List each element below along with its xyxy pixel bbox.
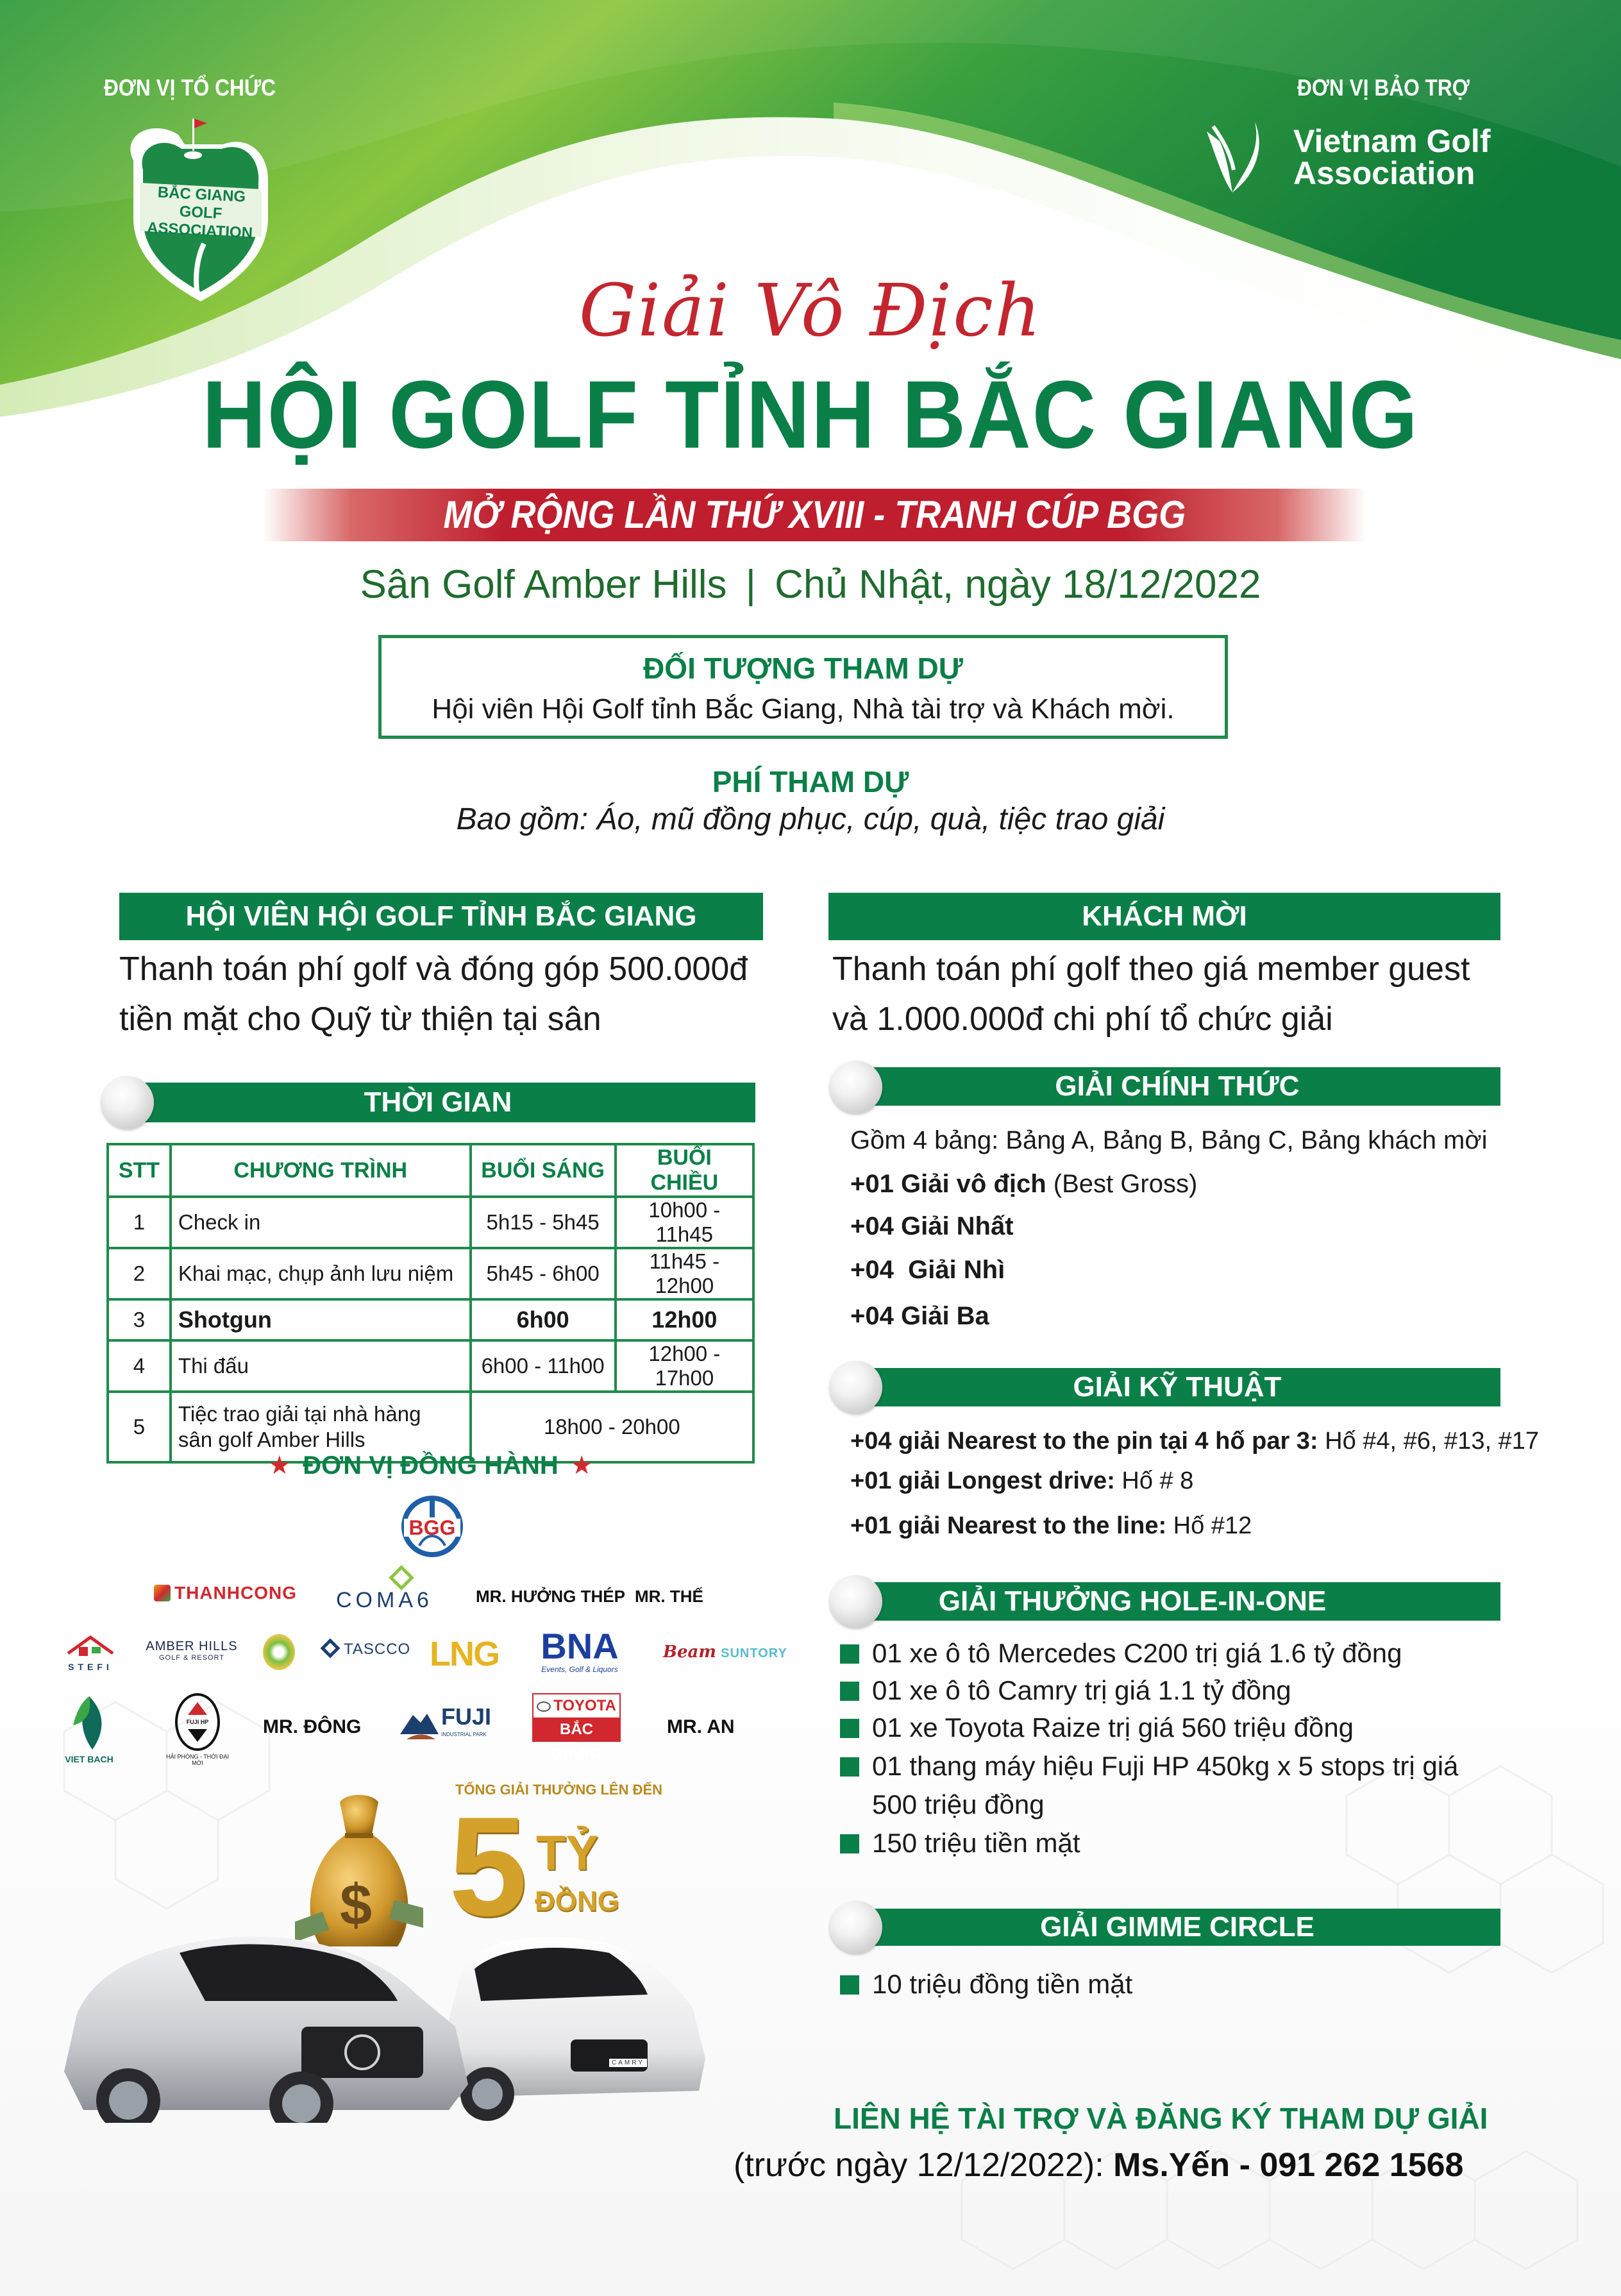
sponsor-stefi: STEFI (62, 1634, 119, 1672)
hole-in-one-heading: GIẢI THƯỞNG HOLE-IN-ONE (938, 1585, 1327, 1617)
bullet-square-icon (840, 1757, 859, 1777)
promo-amount: 5 (449, 1787, 528, 1945)
sponsor-coma6: COMA6 (336, 1571, 433, 1613)
organizer-logo-text: BẮC GIANG GOLF ASSOCIATION (146, 183, 253, 242)
participants-box (378, 635, 1228, 739)
bullet-square-icon (840, 1644, 859, 1664)
col-morning: BUỔI SÁNG (471, 1144, 616, 1197)
sponsor-mr-dong: MR. ĐÔNG (263, 1716, 362, 1737)
cell-morning: 5h45 - 6h00 (471, 1248, 616, 1299)
golf-ball-icon (830, 1575, 882, 1628)
guests-heading: KHÁCH MỜI (1082, 900, 1247, 932)
cell-program: Khai mạc, chụp ảnh lưu niệm (171, 1248, 471, 1299)
technical-prizes-heading: GIẢI KỸ THUẬT (1073, 1371, 1282, 1403)
schedule-heading: THỜI GIAN (364, 1086, 512, 1118)
stefi-roof-icon (65, 1634, 116, 1659)
sponsor-bna: BNA Events, Golf & Liquors (541, 1626, 619, 1674)
venue-date (0, 562, 1621, 607)
technical-prizes-bar (854, 1368, 1500, 1406)
cell-afternoon: 10h00 - 11h45 (616, 1197, 753, 1248)
technical-prize-item: +01 giải Longest drive: Hố # 8 (850, 1467, 1194, 1494)
hole-in-one-item: 01 xe ô tô Mercedes C200 trị giá 1.6 tỷ đồng (840, 1638, 1402, 1669)
hole-in-one-bar (854, 1582, 1500, 1621)
hole-in-one-item-cont: 500 triệu đồng (872, 1789, 1045, 1819)
coma6-logo-icon (389, 1565, 414, 1591)
bullet-square-icon (840, 1682, 859, 1701)
cell-stt: 1 (108, 1197, 171, 1248)
fuji-mountain-icon (400, 1709, 439, 1741)
fee-heading: PHÍ THAM DỰ (712, 765, 909, 798)
sponsor-mr-the: MR. THẾ (635, 1587, 703, 1606)
cell-afternoon: 12h00 - 17h00 (616, 1340, 753, 1392)
bullet-square-icon (840, 1975, 859, 1995)
cell-program: Check in (171, 1197, 471, 1248)
date-text: Chủ Nhật, ngày 18/12/2022 (775, 562, 1261, 607)
sponsor-fuji-industrial: FUJI INDUSTRIAL PARK (400, 1700, 490, 1751)
cell-afternoon: 11h45 - 12h00 (616, 1248, 753, 1299)
cell-program: Shotgun (171, 1299, 471, 1340)
table-row (108, 1340, 753, 1392)
members-bar (119, 893, 763, 940)
col-program: CHƯƠNG TRÌNH (171, 1144, 471, 1197)
sponsor-beam-suntory: Beam SUNTORY (663, 1642, 787, 1662)
cell-program: Thi đấu (171, 1340, 471, 1392)
official-prize-item: +01 Giải vô địch (Best Gross) (850, 1170, 1198, 1198)
edition-banner-text: MỞ RỘNG LẦN THỨ XVIII - TRANH CÚP BGG (443, 493, 1186, 536)
hole-in-one-item: 150 triệu tiền mặt (840, 1828, 1080, 1859)
venue-text: Sân Golf Amber Hills (360, 562, 727, 607)
car-illustration-icon (58, 1918, 737, 2123)
vga-text: Vietnam Golf Association (1293, 123, 1491, 191)
members-fee (119, 944, 786, 1044)
fuji-hp-logo-icon: FUJI HP (175, 1693, 220, 1751)
bgg-logo-text: BGG (408, 1516, 456, 1539)
contact-line (734, 2146, 1463, 2184)
contact-heading: LIÊN HỆ TÀI TRỢ VÀ ĐĂNG KÝ THAM DỰ GIẢI (834, 2102, 1488, 2135)
technical-prize-item: +01 giải Nearest to the line: Hố #12 (850, 1512, 1252, 1539)
sponsor-lng: LNG (430, 1635, 499, 1673)
cars-image (58, 1918, 737, 2123)
sponsors-heading: ĐƠN VỊ ĐỒNG HÀNH (303, 1451, 559, 1480)
promo-unit-ty: TỶ (536, 1826, 599, 1880)
official-prize-item: +04 Giải Ba (850, 1302, 989, 1330)
script-title: Giải Vô Địch (578, 269, 1043, 353)
cell-combined-time: 18h00 - 20h00 (471, 1392, 753, 1462)
official-prize-item: +04 Giải Nhì (850, 1256, 1005, 1284)
cell-morning: 6h00 - 11h00 (471, 1340, 616, 1392)
sponsor-toyota-bac-giang: TOYOTA BẮC GIANG (532, 1693, 621, 1742)
cell-stt: 3 (108, 1299, 171, 1340)
table-row (108, 1248, 753, 1299)
members-heading: HỘI VIÊN HỘI GOLF TỈNH BẮC GIANG (185, 900, 697, 932)
patron-label: ĐƠN VỊ BẢO TRỢ (1297, 74, 1470, 101)
gimme-item: 10 triệu đồng tiền mặt (840, 1969, 1132, 2000)
sponsor-thanhcong: THANHCONG (154, 1583, 297, 1603)
hole-in-one-item: 01 thang máy hiệu Fuji HP 450kg x 5 stops trị giá (840, 1751, 1458, 1782)
sponsor-fuji-hp: FUJI HP HẢI PHÒNG - THỜI ĐẠI MỚI (165, 1693, 230, 1766)
dollar-sign: $ (340, 1873, 373, 1937)
bullet-square-icon (840, 1834, 859, 1853)
fee-text: Bao gồm: Áo, mũ đồng phục, cúp, quà, tiệc trao giải (456, 802, 1165, 836)
col-afternoon: BUỔI CHIỀU (616, 1144, 753, 1197)
table-row (108, 1299, 753, 1340)
sponsor-amber-hills: AMBER HILLS GOLF & RESORT (146, 1639, 238, 1662)
official-prizes-intro: Gồm 4 bảng: Bảng A, Bảng B, Bảng C, Bảng khách mời (850, 1126, 1488, 1154)
participants-text: Hội viên Hội Golf tỉnh Bắc Giang, Nhà tài trợ và Khách mời. (432, 693, 1175, 725)
sponsors-heading-row (106, 1451, 755, 1480)
thanhcong-logo-icon (154, 1585, 171, 1601)
golf-ball-icon (830, 1361, 882, 1414)
table-row (108, 1197, 753, 1248)
camry-plate: CAMRY (609, 2059, 647, 2067)
guests-fee-line: và 1.000.000đ chi phí tổ chức giải (832, 1000, 1333, 1038)
official-prizes-bar (854, 1067, 1500, 1106)
gimme-bar (854, 1909, 1500, 1946)
star-icon: ★ (570, 1451, 594, 1480)
schedule-bar (121, 1083, 755, 1122)
bgg-logo (400, 1494, 464, 1558)
sponsor-tascco: TASCCO (323, 1641, 410, 1659)
cell-stt: 4 (108, 1340, 171, 1392)
guests-fee-line: Thanh toán phí golf theo giá member guest (832, 950, 1470, 988)
venue-separator: | (745, 562, 756, 607)
schedule-table (106, 1143, 755, 1464)
hole-in-one-item: 01 xe ô tô Camry trị giá 1.1 tỷ đồng (840, 1675, 1291, 1706)
cell-morning: 6h00 (471, 1299, 616, 1340)
cell-stt: 2 (108, 1248, 171, 1299)
toyota-emblem-icon (537, 1701, 551, 1712)
cell-morning: 5h15 - 5h45 (471, 1197, 616, 1248)
golf-ball-icon (101, 1076, 154, 1129)
official-prize-item: +04 Giải Nhất (850, 1212, 1014, 1240)
cell-program: Tiệc trao giải tại nhà hàng sân golf Amber Hills (171, 1392, 471, 1462)
col-stt: STT (108, 1144, 171, 1197)
official-prizes-heading: GIẢI CHÍNH THỨC (1055, 1070, 1300, 1102)
gimme-heading: GIẢI GIMME CIRCLE (1040, 1911, 1314, 1943)
vietnam-golf-association-logo (1194, 119, 1515, 196)
sponsor-mr-huong-thep: MR. HƯỞNG THÉP (476, 1587, 625, 1606)
bullet-square-icon (840, 1719, 859, 1738)
organizer-label: ĐƠN VỊ TỔ CHỨC (104, 74, 276, 101)
participants-heading: ĐỐI TƯỢNG THAM DỰ (643, 652, 963, 685)
members-fee-line: tiền mặt cho Quỹ từ thiện tại sân (119, 1000, 601, 1038)
sponsor-viet-bach: VIET BACH (54, 1693, 124, 1764)
dinh-tram-golf-club-logo-icon (263, 1634, 295, 1670)
golf-ball-icon (830, 1901, 882, 1954)
sponsor-mr-an: MR. AN (667, 1716, 735, 1737)
viet-bach-leaf-icon (54, 1693, 124, 1751)
cell-afternoon: 12h00 (616, 1299, 753, 1340)
contact-deadline: (trước ngày 12/12/2022): (734, 2147, 1114, 2184)
promo-total-label: TỔNG GIẢI THƯỞNG LÊN ĐẾN (455, 1782, 663, 1798)
hole-in-one-item: 01 xe Toyota Raize trị giá 560 triệu đồng (840, 1712, 1354, 1743)
schedule-header-row (108, 1144, 753, 1197)
main-title: HỘI GOLF TỈNH BẮC GIANG (202, 360, 1419, 468)
golf-ball-icon (830, 1061, 882, 1113)
members-fee-line: Thanh toán phí golf và đóng góp 500.000đ (119, 950, 748, 988)
promo-unit-dong: ĐỒNG (535, 1886, 619, 1917)
technical-prize-item: +04 giải Nearest to the pin tại 4 hố par 3: Hố #4, #6, #13, #17 (850, 1428, 1539, 1455)
edition-banner (263, 489, 1366, 541)
star-icon: ★ (267, 1451, 291, 1480)
tascco-logo-icon (320, 1638, 340, 1658)
guests-fee (832, 944, 1538, 1044)
vga-swoosh-icon (1194, 119, 1264, 196)
guests-bar (828, 893, 1500, 940)
cell-stt: 5 (108, 1392, 171, 1462)
contact-person-phone[interactable]: Ms.Yến - 091 262 1568 (1113, 2147, 1464, 2184)
